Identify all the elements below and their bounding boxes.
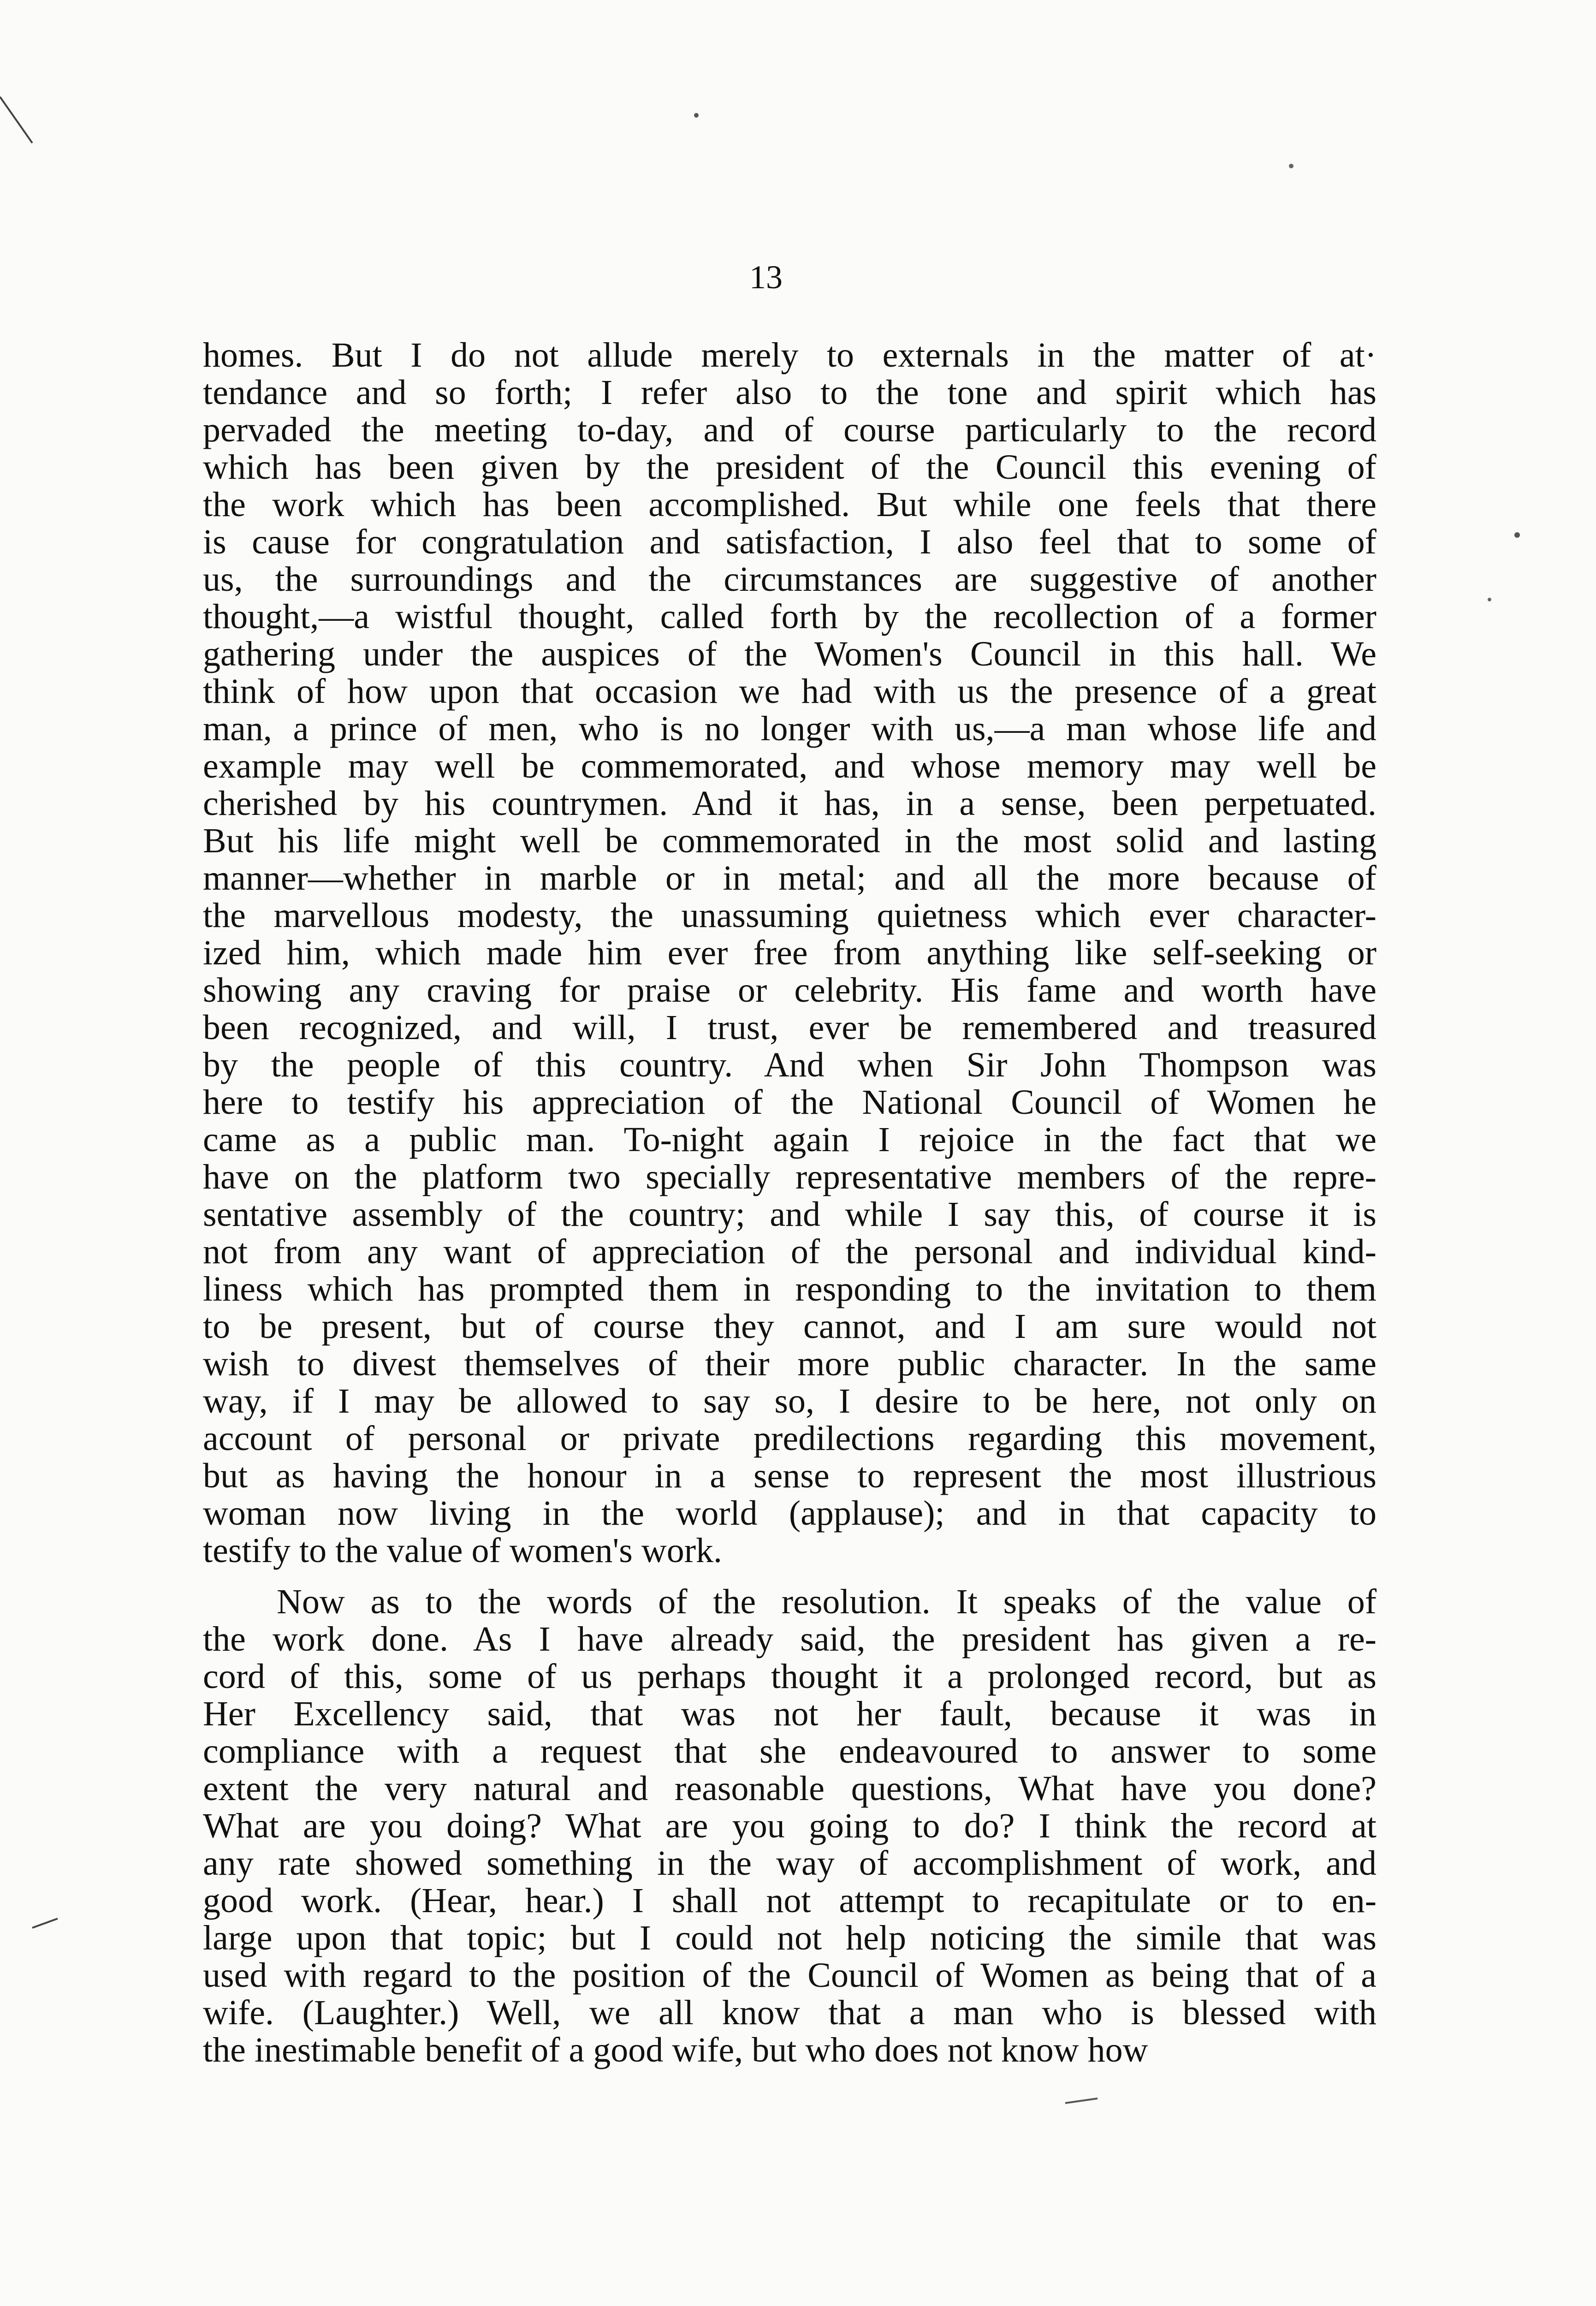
text-line: the work done. As I have already said, the president has given a re-: [203, 1620, 1376, 1658]
text-line: woman now living in the world (applause); and in that capacity to: [203, 1494, 1376, 1533]
text-line: But his life might well be commemorated in the most solid and lasting: [203, 821, 1376, 860]
text-line: any rate showed something in the way of accomplishment of work, and: [203, 1844, 1376, 1883]
text-line: wife. (Laughter.) Well, we all know that a man who is blessed with: [203, 1993, 1376, 2032]
text-line: wish to divest themselves of their more public character. In the same: [203, 1344, 1376, 1383]
text-line: used with regard to the position of the Council of Women as being that of a: [203, 1956, 1376, 1995]
text-line: but as having the honour in a sense to represent the most illustrious: [203, 1456, 1376, 1495]
text-line: cord of this, some of us perhaps thought it a prolonged record, but as: [203, 1657, 1376, 1696]
text-line: ized him, which made him ever free from anything like self-seeking or: [203, 933, 1376, 972]
text-line: which has been given by the president of the Council this evening of: [203, 448, 1376, 487]
text-line: gathering under the auspices of the Women's Council in this hall. We: [203, 635, 1376, 673]
paragraph-1: [203, 337, 1376, 1569]
text-line: here to testify his appreciation of the National Council of Women he: [203, 1083, 1376, 1122]
text-line: tendance and so forth; I refer also to the tone and spirit which has: [203, 373, 1376, 412]
text-line: to be present, but of course they cannot, and I am sure would not: [203, 1307, 1376, 1346]
text-line: thought,—a wistful thought, called forth by the recollection of a former: [203, 597, 1376, 636]
paragraph-2: [203, 1583, 1376, 2069]
body-text: [203, 337, 1376, 2069]
text-line: think of how upon that occasion we had with us the presence of a great: [203, 672, 1376, 711]
text-line: showing any craving for praise or celebrity. His fame and worth have: [203, 971, 1376, 1010]
text-line: cherished by his countrymen. And it has, in a sense, been perpetuated.: [203, 784, 1376, 823]
text-line: sentative assembly of the country; and while I say this, of course it is: [203, 1195, 1376, 1234]
text-line: way, if I may be allowed to say so, I desire to be here, not only on: [203, 1382, 1376, 1420]
text-line: manner—whether in marble or in metal; and all the more because of: [203, 859, 1376, 897]
text-line: the marvellous modesty, the unassuming quietness which ever character-: [203, 896, 1376, 935]
text-line: homes. But I do not allude merely to externals in the matter of at·: [203, 336, 1376, 374]
text-line: testify to the value of women's work.: [203, 1531, 723, 1570]
text-line: the inestimable benefit of a good wife, but who does not know how: [203, 2031, 1148, 2069]
text-line: us, the surroundings and the circumstances are suggestive of another: [203, 560, 1376, 599]
text-line: not from any want of appreciation of the personal and individual kind-: [203, 1232, 1376, 1271]
text-line: by the people of this country. And when Sir John Thompson was: [203, 1046, 1376, 1084]
text-line: man, a prince of men, who is no longer with us,—a man whose life and: [203, 709, 1376, 748]
text-line: Now as to the words of the resolution. It speaks of the value of: [277, 1582, 1376, 1621]
text-line: example may well be commemorated, and whose memory may well be: [203, 747, 1376, 785]
text-line: been recognized, and will, I trust, ever be remembered and treasured: [203, 1008, 1376, 1047]
text-line: Her Excellency said, that was not her fault, because it was in: [203, 1694, 1376, 1733]
text-line: large upon that topic; but I could not help noticing the simile that was: [203, 1919, 1376, 1957]
page-number: 13: [749, 259, 783, 296]
text-line: liness which has prompted them in responding to the invitation to them: [203, 1270, 1376, 1308]
text-line: is cause for congratulation and satisfaction, I also feel that to some of: [203, 523, 1376, 561]
text-line: the work which has been accomplished. But while one feels that there: [203, 485, 1376, 524]
text-line: pervaded the meeting to-day, and of course particularly to the record: [203, 410, 1376, 449]
text-line: What are you doing? What are you going to do? I think the record at: [203, 1807, 1376, 1845]
text-line: account of personal or private predilections regarding this movement,: [203, 1419, 1376, 1458]
text-line: have on the platform two specially representative members of the repre-: [203, 1158, 1376, 1196]
text-line: extent the very natural and reasonable questions, What have you done?: [203, 1769, 1376, 1808]
text-line: came as a public man. To-night again I rejoice in the fact that we: [203, 1120, 1376, 1159]
text-line: good work. (Hear, hear.) I shall not attempt to recapitulate or to en-: [203, 1881, 1376, 1920]
text-line: compliance with a request that she endeavoured to answer to some: [203, 1732, 1376, 1771]
